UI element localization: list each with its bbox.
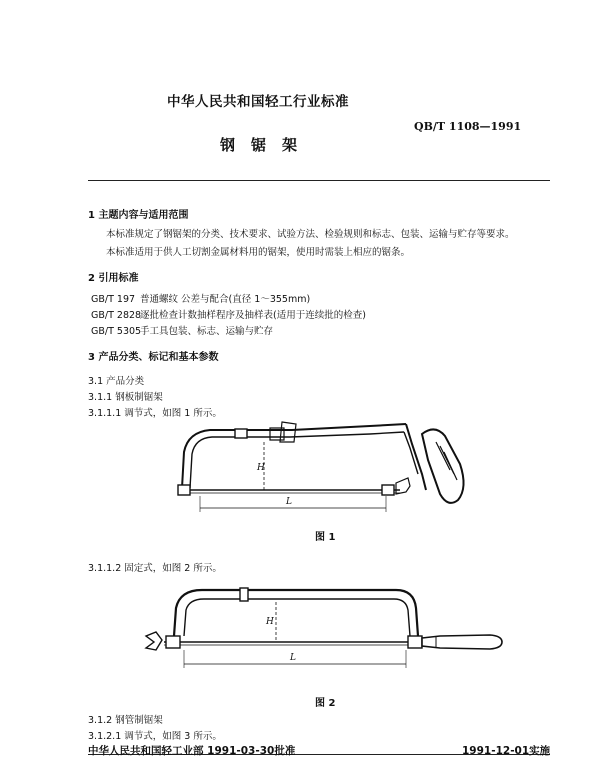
section-3-1-2: 3.1.2 钢管制锯架 xyxy=(88,715,163,726)
figure-2-dimension-h: H xyxy=(266,617,274,627)
approval-line: 中华人民共和国轻工业部 1991-03-30批准 xyxy=(88,745,296,757)
reference-item xyxy=(91,323,273,337)
effective-date: 1991-12-01实施 xyxy=(462,745,551,757)
reference-text: 普通螺纹 公差与配合(直径 1～355mm) xyxy=(140,294,311,305)
reference-text: 逐批检查计数抽样程序及抽样表(适用于连续批的检查) xyxy=(140,310,366,321)
reference-item xyxy=(91,307,366,321)
reference-code: GB/T 2828 xyxy=(91,310,142,321)
reference-text: 手工具包装、标志、运输与贮存 xyxy=(140,326,274,337)
issuing-organization: 中华人民共和国轻工行业标准 xyxy=(167,94,349,110)
reference-code: GB/T 197 xyxy=(91,294,136,305)
figure-1-dimension-l: L xyxy=(286,497,292,507)
section-3-1-1-2: 3.1.1.2 固定式，如图 2 所示。 xyxy=(88,563,222,574)
figure-1-caption: 图 1 xyxy=(315,532,336,543)
figure-2-dimension-l: L xyxy=(290,653,296,663)
section-3-1: 3.1 产品分类 xyxy=(88,376,145,387)
section-1-paragraph-2: 本标准适用于供人工切割金属材料用的锯架，使用时需装上相应的锯条。 xyxy=(106,247,411,258)
section-3-heading: 3 产品分类、标记和基本参数 xyxy=(88,352,219,363)
section-3-1-1: 3.1.1 钢板制锯架 xyxy=(88,392,163,403)
header-rule xyxy=(88,180,550,181)
figure-1-drawing xyxy=(160,412,520,522)
section-1-paragraph-1: 本标准规定了钢锯架的分类、技术要求、试验方法、检验规则和标志、包装、运输与贮存等要求。 xyxy=(106,229,515,240)
reference-code: GB/T 5305 xyxy=(91,326,142,337)
figure-2-drawing xyxy=(140,580,510,680)
figure-2-caption: 图 2 xyxy=(315,698,336,709)
reference-item xyxy=(91,291,310,305)
section-1-heading: 1 主题内容与适用范围 xyxy=(88,210,189,221)
figure-1-dimension-h: H xyxy=(257,463,265,473)
section-3-1-2-1: 3.1.2.1 调节式，如图 3 所示。 xyxy=(88,731,222,742)
section-2-heading: 2 引用标准 xyxy=(88,273,139,284)
section-3-1-1-1: 3.1.1.1 调节式，如图 1 所示。 xyxy=(88,408,222,419)
standard-number: QB/T 1108—1991 xyxy=(414,120,522,133)
document-title: 钢锯架 xyxy=(220,136,314,154)
